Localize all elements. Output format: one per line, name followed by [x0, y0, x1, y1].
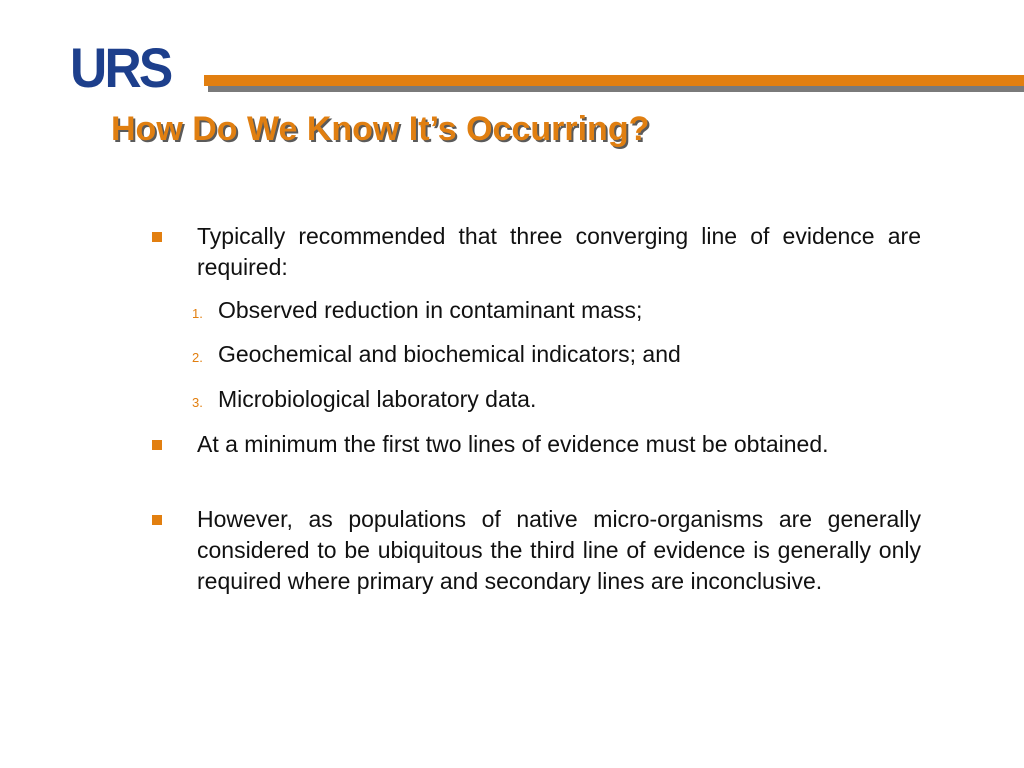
- sub-item-text-1: Observed reduction in contaminant mass;: [218, 297, 643, 323]
- sub-item-number-3: 3.: [192, 395, 203, 410]
- urs-logo: URS: [70, 36, 171, 99]
- sub-item-number-2: 2.: [192, 350, 203, 365]
- bullet-square-icon: [152, 440, 162, 450]
- bullet-square-icon: [152, 232, 162, 242]
- bullet-text-3: However, as populations of native micro-organisms are generally considered to be ubiquitous the third line of evidence is generally only required where primary and secondary lines are inconclusive.: [197, 506, 921, 594]
- bullet-text-2: At a minimum the first two lines of evidence must be obtained.: [197, 431, 829, 457]
- header-rule: [204, 75, 1024, 86]
- slide-title: How Do We Know It’s Occurring?: [111, 110, 650, 148]
- bullet-square-icon: [152, 515, 162, 525]
- sub-item-text-2: Geochemical and biochemical indicators; and: [218, 341, 681, 367]
- bullet-text-1: Typically recommended that three converging line of evidence are required:: [197, 223, 921, 280]
- sub-item-text-3: Microbiological laboratory data.: [218, 386, 537, 412]
- sub-item-number-1: 1.: [192, 306, 203, 321]
